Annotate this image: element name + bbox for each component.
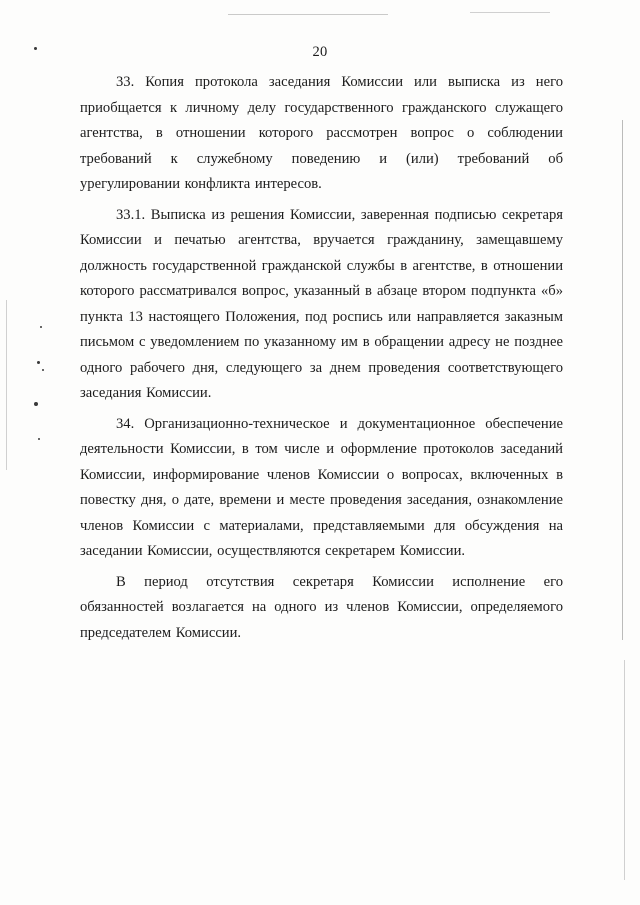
scan-edge-right (622, 120, 623, 640)
scan-edge-right-lower (624, 660, 625, 880)
paragraph-34: 34. Организационно-техническое и документационное обеспечение деятельности Комиссии, в том числе и оформление протоколов заседаний Комиссии, информирование членов Комиссии о вопросах, включенных в повестку дня, о дате, времени и месте проведения заседания, ознакомление членов Комиссии с материалами, представляемыми для обсуждения на заседании Комиссии, осуществляются секретарем Комиссии. (80, 415, 563, 559)
scan-dot (40, 326, 42, 328)
scan-edge-top (228, 14, 388, 15)
scan-dot (42, 369, 44, 371)
document-body (80, 70, 563, 651)
paragraph-34-absence: В период отсутствия секретаря Комиссии исполнение его обязанностей возлагается на одного из членов Комиссии, определяемого председателем Комиссии. (80, 573, 563, 641)
scan-dot (34, 402, 38, 406)
scan-edge-left (6, 300, 7, 470)
paragraph-33-1: 33.1. Выписка из решения Комиссии, заверенная подписью секретаря Комиссии и печатью агентства, вручается гражданину, замещавшему должность государственной гражданской службы в агентстве, в отношении которого рассматривался вопрос, указанный в абзаце втором подпункта «б» пункта 13 настоящего Положения, под роспись или направляется заказным письмом с уведомлением по указанному им в обращении адресу не позднее одного рабочего дня, следующего за днем проведения соответствующего заседания Комиссии. (80, 206, 563, 401)
scan-edge-top-2 (470, 12, 550, 13)
paragraph-33: 33. Копия протокола заседания Комиссии или выписка из него приобщается к личному делу государственного гражданского служащего агентства, в отношении которого рассмотрен вопрос о соблюдении требований к служебному поведению и (или) требований об урегулировании конфликта интересов. (80, 74, 563, 192)
scan-dot (38, 438, 40, 440)
page-number: 20 (312, 44, 328, 60)
scan-dot (37, 361, 40, 364)
